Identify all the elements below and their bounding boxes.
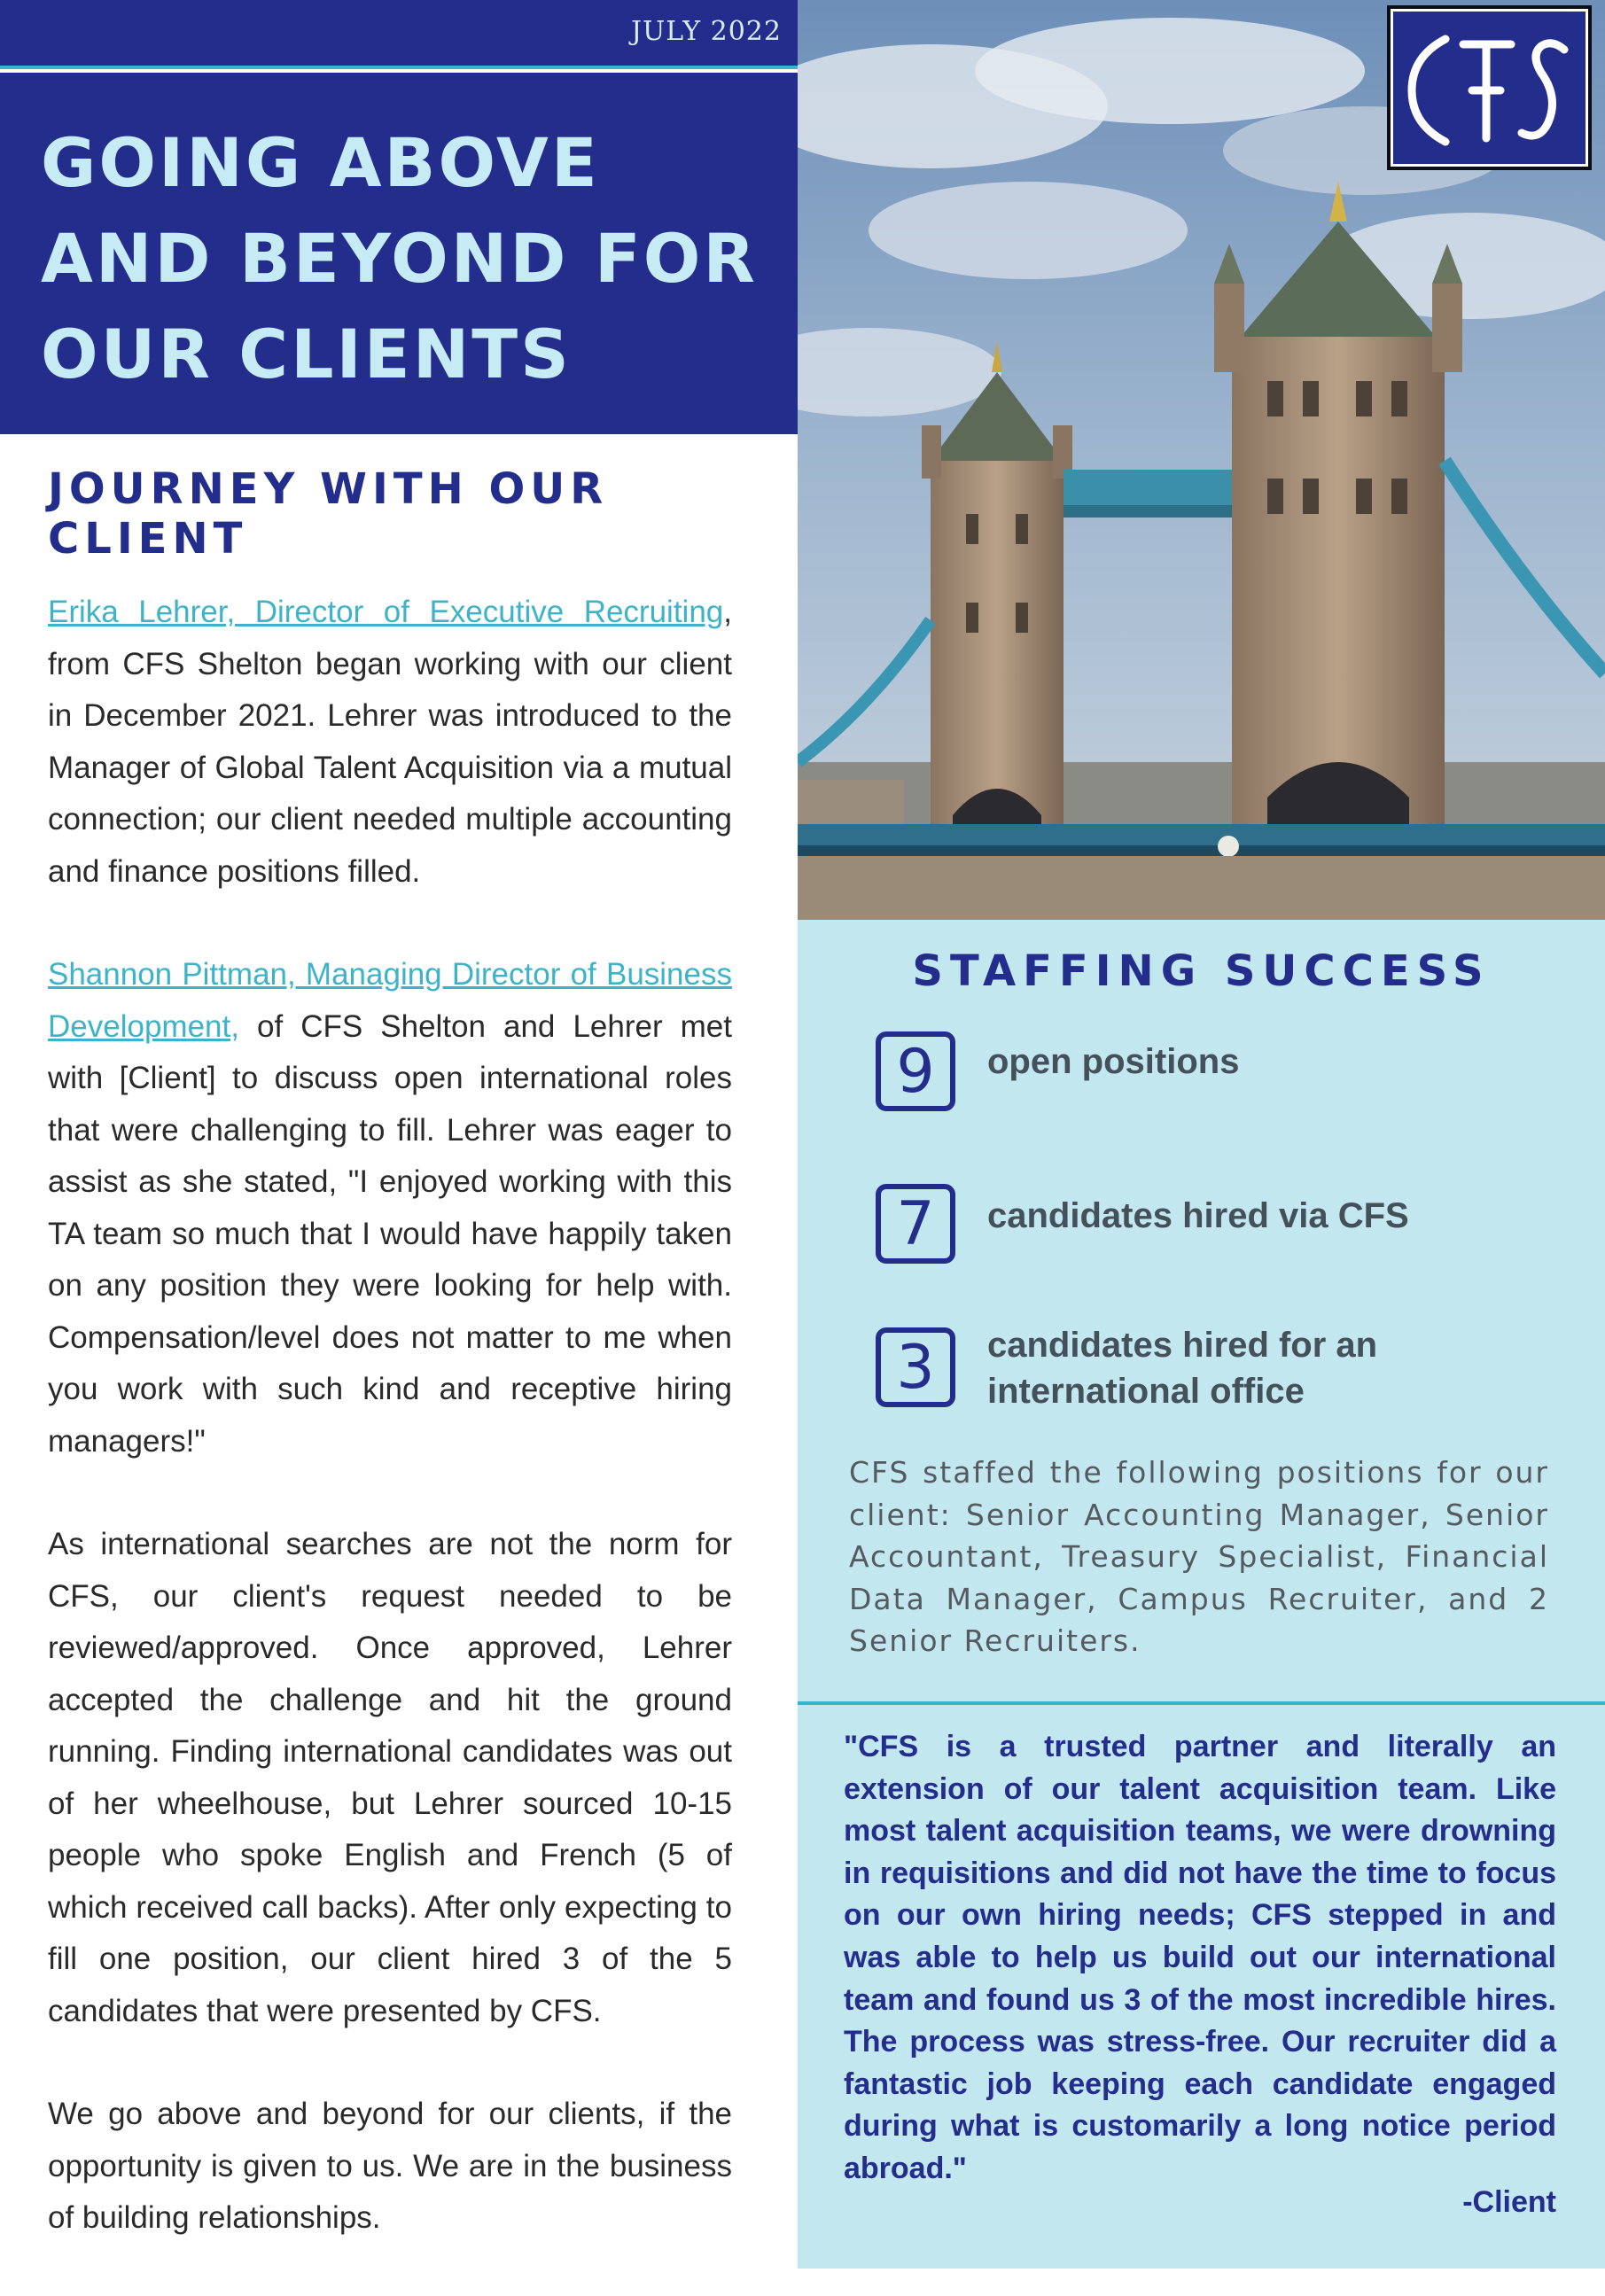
client-testimonial: "CFS is a trusted partner and literally an extension of our talent acquisition team. Like most talent acquisition teams, we were drowning in requisitions and did not have the time to focus on our own hiring needs; CFS stepped in and was able to help us build out our international team and found us 3 of the most incredible hires. The process was stress-free. Our recruiter did a fantastic job keeping each candidate engaged during what is customarily a long notice period abroad." — [844, 1730, 1556, 2185]
testimonial-attribution: -Client — [1462, 2185, 1556, 2219]
erika-lehrer-link[interactable]: Erika Lehrer, Director of Executive Recruiting — [48, 595, 724, 629]
section-heading: JOURNEY WITH OUR CLIENT — [48, 464, 609, 564]
cfs-logo — [1387, 5, 1592, 170]
title-block — [0, 73, 798, 434]
stat-label: open positions — [987, 1042, 1240, 1081]
cfs-logo-mark — [1391, 9, 1588, 167]
article-paragraph-3: As international searches are not the norm for CFS, our client's request needed to be reviewed/approved. Once approved, Lehrer accepted the challenge and hit the ground running. Finding international candidates was out of her wheelhouse, but Lehrer sourced 10-15 people who spoke English and French (5 of which received call backs). After only expecting to fill one position, our client hired 3 of the 5 candidates that were presented by CFS. — [48, 1527, 732, 2028]
stat-label: candidates hired for an international office — [987, 1326, 1378, 1411]
issue-date: JULY 2022 — [630, 16, 782, 47]
paragraph-2-text: of CFS Shelton and Lehrer met with [Client] to discuss open international roles that were challenging to fill. Lehrer was eager to assist as she stated, "I enjoyed working with this TA team so much that I would have happily taken on any position they were looking for help with. Compensation/level does not matter to me when you work with such kind and receptive hiring managers!" — [48, 1008, 732, 1459]
header-rule — [0, 66, 798, 69]
shannon-pittman-link[interactable]: Shannon Pittman, Managing Director of Business Development, — [48, 957, 732, 1044]
staffing-heading: STAFFING SUCCESS — [912, 946, 1491, 996]
date-bar — [0, 0, 798, 69]
stat-number-box: 7 — [876, 1184, 955, 1264]
article-paragraph-2 — [48, 949, 732, 1467]
paragraph-1-text: , from CFS Shelton began working with our client in December 2021. Lehrer was introduced to the Manager of Global Talent Acquisition via a mutual connection; our client needed multiple accounting and finance positions filled. — [48, 595, 732, 889]
stat-label: candidates hired via CFS — [987, 1196, 1409, 1235]
staffing-panel — [798, 920, 1605, 2269]
stat-number-box: 9 — [876, 1031, 955, 1111]
page-title: GOING ABOVE AND BEYOND FOR OUR CLIENTS — [41, 123, 758, 393]
staffed-positions-text: CFS staffed the following positions for our client: Senior Accounting Manager, Senior Accountant, Treasury Specialist, Financial Data Manager, Campus Recruiter, and 2 Senior Recruiters. — [849, 1455, 1549, 1658]
stat-number-box: 3 — [876, 1327, 955, 1407]
article-paragraph-1 — [48, 587, 732, 898]
panel-divider — [798, 1701, 1605, 1705]
article-paragraph-4: We go above and beyond for our clients, if the opportunity is given to us. We are in the business of building relationships. — [48, 2097, 732, 2235]
article — [48, 464, 732, 2296]
